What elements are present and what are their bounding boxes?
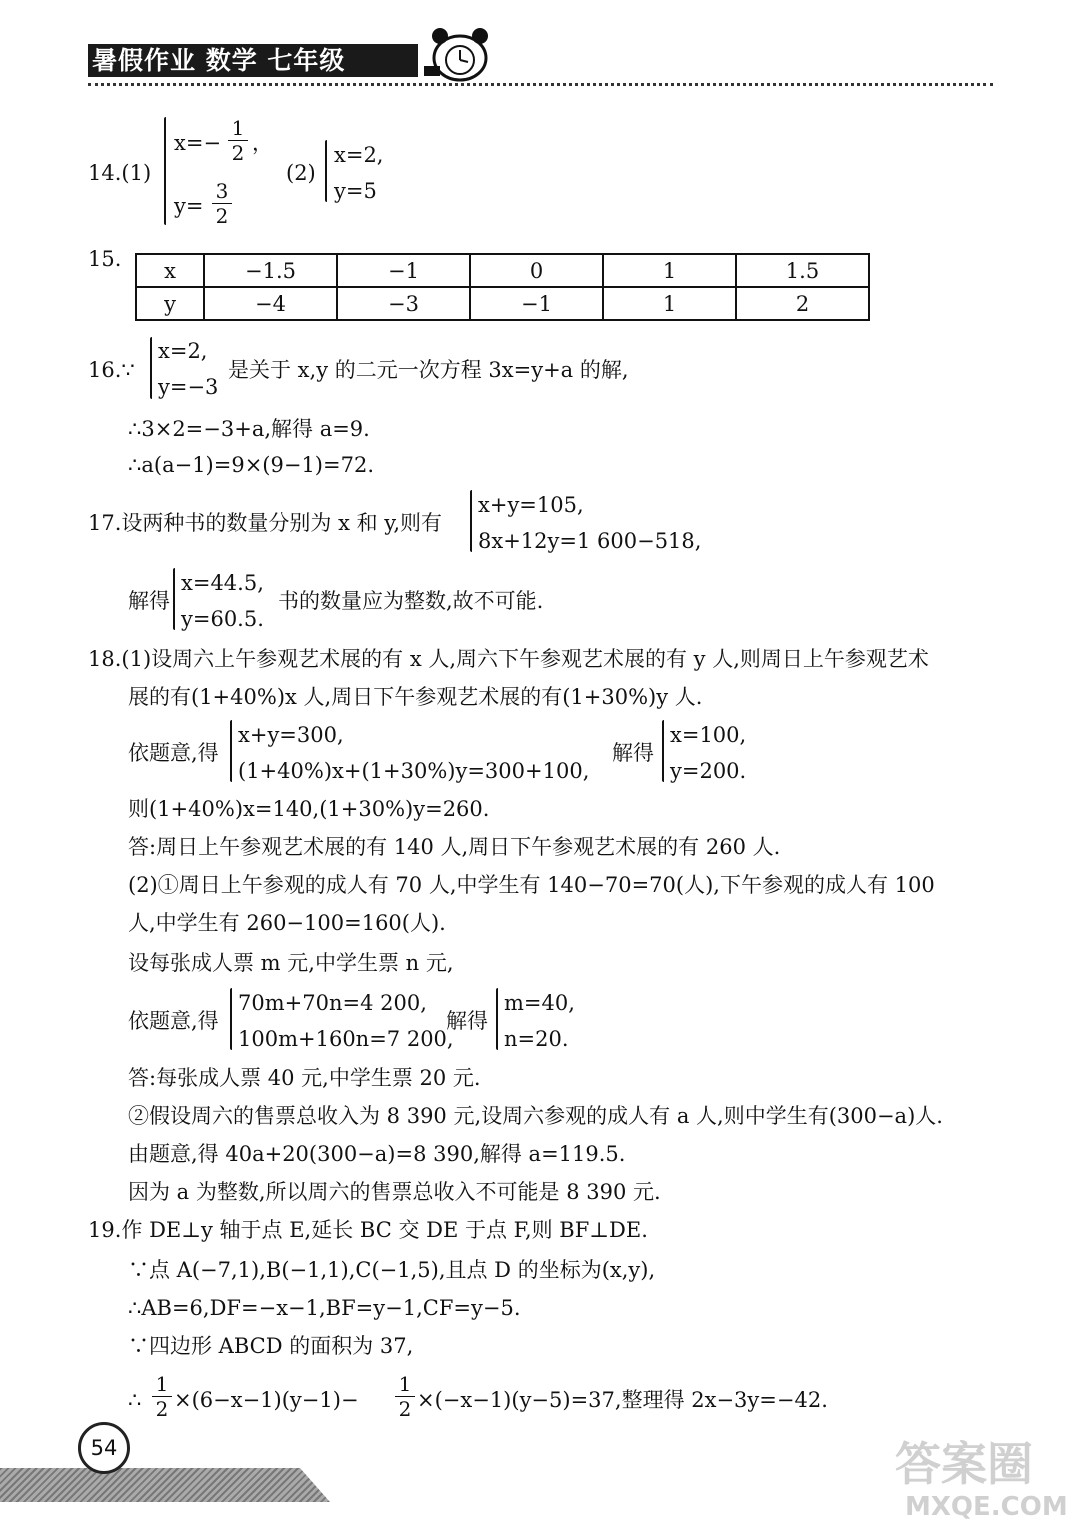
q14-s1-x: x=−	[174, 131, 222, 155]
q18-line-7: (2)①周日上午参观的成人有 70 人,中学生有 140−70=70(人),下午参观的成人有 100	[128, 873, 935, 897]
table-row	[136, 254, 869, 287]
table-cell: −1	[470, 287, 603, 320]
table-cell: x	[136, 254, 204, 287]
q15-number: 15.	[88, 247, 122, 271]
q18-sol3: m=40,	[504, 991, 575, 1015]
q19-line-4: ∵四边形 ABCD 的面积为 37,	[128, 1334, 414, 1358]
q16-number: 16.∵	[88, 358, 135, 382]
q19-line-3: ∴AB=6,DF=−x−1,BF=y−1,CF=y−5.	[128, 1296, 521, 1320]
q17-tail: 书的数量应为整数,故不可能.	[278, 589, 544, 613]
table-cell: −4	[204, 287, 337, 320]
q17-eq2: 8x+12y=1 600−518,	[478, 529, 702, 553]
table-cell: 2	[736, 287, 869, 320]
table-row	[136, 287, 869, 320]
q18-solve-2: 解得	[446, 1009, 488, 1033]
q16-line-3: ∴a(a−1)=9×(9−1)=72.	[128, 453, 374, 477]
header-divider	[88, 83, 993, 86]
q14-brace-1	[164, 117, 166, 225]
q18-solve-1: 解得	[612, 741, 654, 765]
q18-line-15: 因为 a 为整数,所以周六的售票总收入不可能是 8 390 元.	[128, 1180, 661, 1204]
q18-eq3: 70m+70n=4 200,	[238, 991, 427, 1015]
table-cell: 1.5	[736, 254, 869, 287]
table-cell: y	[136, 287, 204, 320]
q19-line-5-b: ×(6−x−1)(y−1)−	[174, 1388, 359, 1412]
q18-line-2: 展的有(1+40%)x 人,周日下午参观艺术展的有(1+30%)y 人.	[128, 685, 703, 709]
q16-brace	[150, 337, 152, 399]
q18-brace-1	[230, 720, 232, 782]
q19-line-5-a: ∴	[128, 1388, 142, 1412]
alarm-clock-mascot-icon	[420, 22, 500, 84]
q18-sol4: n=20.	[504, 1027, 569, 1051]
q14-s1-y: y=	[174, 194, 204, 218]
q17-lead: 17.设两种书的数量分别为 x 和 y,则有	[88, 511, 443, 535]
q14-s1-y-frac: 3 2	[212, 180, 232, 227]
q18-brace-4	[496, 988, 498, 1050]
q14-s1-x-frac: 1 2	[228, 117, 248, 164]
header-title: 暑假作业 数学 七年级	[92, 46, 346, 75]
q17-sol2: y=60.5.	[181, 607, 264, 631]
q19-frac-2: 1 2	[395, 1373, 415, 1420]
q18-lead-1: 依题意,得	[128, 741, 219, 765]
q18-lead-2: 依题意,得	[128, 1009, 219, 1033]
q18-sol2: y=200.	[670, 759, 747, 783]
table-cell: −1.5	[204, 254, 337, 287]
q19-line-1: 19.作 DE⊥y 轴于点 E,延长 BC 交 DE 于点 F,则 BF⊥DE.	[88, 1218, 648, 1242]
q17-sol1: x=44.5,	[181, 571, 264, 595]
q14-s1-x-tail: ，	[252, 131, 273, 155]
table-cell: −1	[337, 254, 470, 287]
q18-eq1: x+y=300,	[238, 723, 344, 747]
q19-frac-1: 1 2	[152, 1373, 172, 1420]
page-number: 54	[78, 1422, 130, 1474]
q16-sys-y: y=−3	[158, 375, 219, 399]
q16-sys-x: x=2,	[158, 339, 208, 363]
q19-line-2: ∵点 A(−7,1),B(−1,1),C(−1,5),且点 D 的坐标为(x,y),	[128, 1258, 656, 1282]
q17-solve: 解得	[128, 589, 170, 613]
q14-brace-2	[325, 140, 327, 202]
table-cell: 0	[470, 254, 603, 287]
q15-table	[135, 253, 870, 321]
table-cell: 1	[603, 254, 736, 287]
q14-number: 14.(1)	[88, 161, 152, 185]
watermark-logo: 答案圈	[895, 1437, 1033, 1491]
q18-brace-3	[230, 988, 232, 1050]
footer-band	[0, 1468, 330, 1502]
q14-part2: (2)	[286, 161, 316, 185]
q17-eq1: x+y=105,	[478, 493, 584, 517]
q18-line-14: 由题意,得 40a+20(300−a)=8 390,解得 a=119.5.	[128, 1142, 626, 1166]
q19-line-5-c: ×(−x−1)(y−5)=37,整理得 2x−3y=−42.	[417, 1388, 828, 1412]
q18-line-1: 18.(1)设周六上午参观艺术展的有 x 人,周六下午参观艺术展的有 y 人,则周日上午参观艺术	[88, 647, 929, 671]
q18-line-9: 设每张成人票 m 元,中学生票 n 元,	[128, 951, 454, 975]
q16-line-2: ∴3×2=−3+a,解得 a=9.	[128, 417, 370, 441]
q17-brace-1	[470, 490, 472, 552]
q18-line-12: 答:每张成人票 40 元,中学生票 20 元.	[128, 1066, 481, 1090]
q18-line-5: 则(1+40%)x=140,(1+30%)y=260.	[128, 797, 490, 821]
watermark-url: MXQE.COM	[905, 1492, 1068, 1522]
q17-brace-2	[173, 568, 175, 630]
q18-eq2: (1+40%)x+(1+30%)y=300+100,	[238, 759, 590, 783]
q18-line-6: 答:周日上午参观艺术展的有 140 人,周日下午参观艺术展的有 260 人.	[128, 835, 781, 859]
table-cell: 1	[603, 287, 736, 320]
q14-s2-y: y=5	[334, 179, 377, 203]
q18-line-8: 人,中学生有 260−100=160(人).	[128, 911, 446, 935]
q18-eq4: 100m+160n=7 200,	[238, 1027, 454, 1051]
table-cell: −3	[337, 287, 470, 320]
q18-brace-2	[662, 720, 664, 782]
q18-sol1: x=100,	[670, 723, 747, 747]
q14-s2-x: x=2,	[334, 143, 384, 167]
q18-line-13: ②假设周六的售票总收入为 8 390 元,设周六参观的成人有 a 人,则中学生有(300−a)人.	[128, 1104, 943, 1128]
q16-tail: 是关于 x,y 的二元一次方程 3x=y+a 的解,	[228, 358, 629, 382]
